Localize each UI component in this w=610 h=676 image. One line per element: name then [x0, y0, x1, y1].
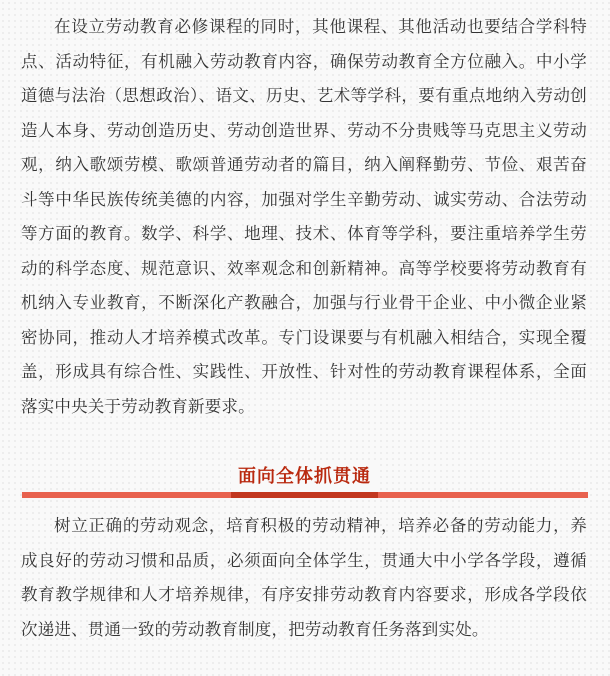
section-title-box	[231, 463, 378, 498]
section-title: 面向全体抓贯通	[238, 466, 371, 487]
article-paragraph-all-students: 树立正确的劳动观念，培育积极的劳动精神，培养必备的劳动能力，养成良好的劳动习惯和品质，必须面向全体学生，贯通大中小学各学段，遵循教育教学规律和人才培养规律，有序安排劳动教育内容要求，形成各学段依次递进、贯通一致的劳动教育制度，把劳动教育任务落到实处。	[21, 516, 587, 639]
section-header	[22, 460, 588, 500]
article-paragraph-curriculum: 在设立劳动教育必修课程的同时，其他课程、其他活动也要结合学科特点、活动特征，有机融入劳动教育内容，确保劳动教育全方位融入。中小学道德与法治（思想政治）、语文、历史、艺术等学科，要有重点地纳入劳动创造人本身、劳动创造历史、劳动创造世界、劳动不分贵贱等马克思主义劳动观，纳入歌颂劳模、歌颂普通劳动者的篇目，纳入阐释勤劳、节俭、艰苦奋斗等中华民族传统美德的内容，加强对学生辛勤劳动、诚实劳动、合法劳动等方面的教育。数学、科学、地理、技术、体育等学科，要注重培养学生劳动的科学态度、规范意识、效率观念和创新精神。高等学校要将劳动教育有机纳入专业教育，不断深化产教融合，加强与行业骨干企业、中小微企业紧密协同，推动人才培养模式改革。专门设课要与有机融入相结合，实现全覆盖，形成具有综合性、实践性、开放性、针对性的劳动教育课程体系，全面落实中央关于劳动教育新要求。	[21, 17, 587, 416]
